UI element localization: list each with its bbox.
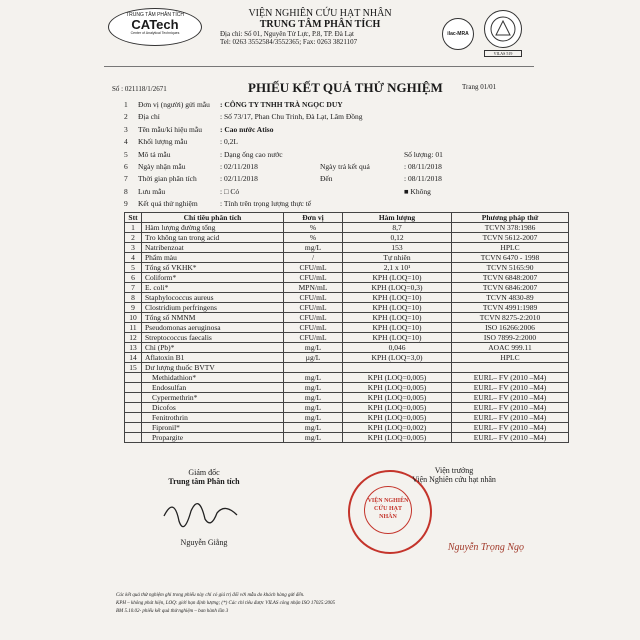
- cell-parameter: Tổng số NMNM: [142, 313, 284, 323]
- logo-top-text: TRUNG TÂM PHÂN TÍCH: [126, 12, 184, 18]
- cell-method: ISO 7899-2:2000: [452, 333, 569, 343]
- cell-unit: [284, 363, 343, 373]
- info-label: Địa chỉ: [138, 112, 160, 122]
- cell-content: Tự nhiên: [343, 253, 452, 263]
- cell-parameter: Tro không tan trong acid: [142, 233, 284, 243]
- cell-stt: [125, 393, 142, 403]
- info-label: Tên mẫu/kí hiệu mẫu: [138, 124, 202, 134]
- cell-stt: 11: [125, 323, 142, 333]
- cell-content: 153: [343, 243, 452, 253]
- info-label: Thời gian phân tích: [138, 174, 197, 184]
- table-row: [125, 233, 569, 243]
- cell-unit: CFU/mL: [284, 333, 343, 343]
- cell-content: KPH (LOQ=10): [343, 273, 452, 283]
- cell-content: [343, 363, 452, 373]
- cell-content: KPH (LOQ=0,005): [343, 433, 452, 443]
- footer-line2: KPH – không phát hiện, LOQ: giới hạn định lượng; (*) Các chỉ tiêu được VILAS công nhận ISO 17025:2005: [116, 601, 335, 606]
- cell-stt: 10: [125, 313, 142, 323]
- table-row: [125, 253, 569, 263]
- footer-line3: BM 5.10.02- phiếu kết quả thử nghiệm – ban hành lần 3: [116, 609, 229, 614]
- cell-content: KPH (LOQ=0,005): [343, 383, 452, 393]
- cell-method: ISO 16266:2006: [452, 323, 569, 333]
- cell-stt: [125, 433, 142, 443]
- info-number: 1: [124, 100, 128, 109]
- cell-parameter: Dicofos: [142, 403, 284, 413]
- info-row: [124, 100, 544, 110]
- info-row: [124, 187, 544, 197]
- cell-parameter: Methidathion*: [142, 373, 284, 383]
- info-value: : 02/11/2018: [220, 174, 258, 184]
- cell-content: KPH (LOQ=10): [343, 303, 452, 313]
- info-extra-label: Ngày trả kết quả: [320, 162, 370, 171]
- cell-method: EURL– FV (2010 –M4): [452, 423, 569, 433]
- cell-parameter: Fipronil*: [142, 423, 284, 433]
- cell-content: KPH (LOQ=0,3): [343, 283, 452, 293]
- info-number: 6: [124, 162, 128, 171]
- cell-stt: [125, 423, 142, 433]
- cell-unit: mg/L: [284, 343, 343, 353]
- org-line1: VIỆN NGHIÊN CỨU HẠT NHÂN: [248, 8, 392, 19]
- table-row: [125, 403, 569, 413]
- table-row: [125, 293, 569, 303]
- cell-method: EURL– FV (2010 –M4): [452, 383, 569, 393]
- cell-method: EURL– FV (2010 –M4): [452, 413, 569, 423]
- logo-sub-text: Center of Analytical Techniques: [130, 31, 180, 35]
- cell-content: KPH (LOQ=0,005): [343, 413, 452, 423]
- table-row: [125, 343, 569, 353]
- header-content: Hàm lượng: [343, 213, 452, 223]
- cell-unit: mg/L: [284, 243, 343, 253]
- table-row: [125, 273, 569, 283]
- director-signature-block: [144, 468, 264, 547]
- stamp-center-text: VIỆN NGHIÊN CỨU HẠT NHÂN: [364, 486, 412, 534]
- cell-parameter: Tổng số VKHK*: [142, 263, 284, 273]
- cell-stt: 12: [125, 333, 142, 343]
- cell-parameter: Coliform*: [142, 273, 284, 283]
- info-row: [124, 137, 544, 147]
- info-number: 5: [124, 149, 128, 159]
- cell-content: KPH (LOQ=3,0): [343, 353, 452, 363]
- info-number: 3: [124, 124, 128, 134]
- report-number: Số : 021118/1/2671: [112, 85, 167, 93]
- cell-stt: 15: [125, 363, 142, 373]
- cell-content: 8,7: [343, 223, 452, 233]
- info-extra-label: Số lượng: 01: [404, 149, 443, 159]
- cell-method: TCVN 378:1986: [452, 223, 569, 233]
- cell-parameter: Dư lượng thuốc BVTV: [142, 363, 284, 373]
- cell-unit: µg/L: [284, 353, 343, 363]
- org-phone: Tel: 0263 3552584/3552365; Fax: 0263 3821107: [220, 38, 358, 46]
- org-line2: TRUNG TÂM PHÂN TÍCH: [259, 19, 381, 30]
- info-row: [124, 112, 544, 122]
- header-divider: [104, 66, 534, 67]
- info-value: : Số 73/17, Phan Chu Trinh, Đà Lạt, Lâm Đồng: [220, 112, 363, 122]
- cell-unit: CFU/mL: [284, 303, 343, 313]
- table-row: [125, 313, 569, 323]
- cell-unit: mg/L: [284, 433, 343, 443]
- info-row: [124, 150, 544, 160]
- cell-content: KPH (LOQ=10): [343, 293, 452, 303]
- table-row: [125, 243, 569, 253]
- cell-method: AOAC 999.11: [452, 343, 569, 353]
- cell-content: KPH (LOQ=0,005): [343, 393, 452, 403]
- cell-unit: MPN/mL: [284, 283, 343, 293]
- cell-parameter: E. coli*: [142, 283, 284, 293]
- cell-stt: 3: [125, 243, 142, 253]
- header-stt: Stt: [125, 213, 142, 223]
- cell-unit: CFU/mL: [284, 273, 343, 283]
- cell-parameter: Phẩm màu: [142, 253, 284, 263]
- cell-method: EURL– FV (2010 –M4): [452, 373, 569, 383]
- info-number: 2: [124, 112, 128, 122]
- info-value: : 0,2L: [220, 137, 238, 147]
- vilas-label: VILAS 519: [484, 50, 522, 57]
- info-row: [124, 162, 544, 172]
- cell-unit: mg/L: [284, 413, 343, 423]
- table-header-row: [125, 213, 569, 223]
- info-label: Kết quả thử nghiệm: [138, 199, 198, 209]
- info-value: : Tính trên trọng lượng thực tế: [220, 199, 312, 209]
- info-number: 7: [124, 174, 128, 184]
- cell-unit: mg/L: [284, 373, 343, 383]
- info-value: : □ Có: [220, 186, 240, 196]
- cell-method: TCVN 5612-2007: [452, 233, 569, 243]
- info-number: 8: [124, 186, 128, 196]
- table-row: [125, 433, 569, 443]
- cell-unit: %: [284, 223, 343, 233]
- director-name: Nguyễn Giằng: [180, 538, 228, 547]
- cell-parameter: Chì (Pb)*: [142, 343, 284, 353]
- head-name: Nguyễn Trọng Ngọ: [447, 542, 524, 553]
- cell-stt: 7: [125, 283, 142, 293]
- header-method: Phương pháp thử: [452, 213, 569, 223]
- cell-method: TCVN 8275-2:2010: [452, 313, 569, 323]
- cell-unit: CFU/mL: [284, 323, 343, 333]
- org-address: Địa chỉ: Số 01, Nguyên Tử Lực, P.8, TP. Đà Lạt: [220, 30, 354, 38]
- cell-parameter: Clostridium perfringens: [142, 303, 284, 313]
- cell-stt: 9: [125, 303, 142, 313]
- cell-unit: mg/L: [284, 423, 343, 433]
- director-org: Trung tâm Phân tích: [168, 477, 240, 486]
- results-table: [124, 212, 569, 443]
- cell-method: EURL– FV (2010 –M4): [452, 433, 569, 443]
- cell-stt: 14: [125, 353, 142, 363]
- signature-scribble-left-icon: [144, 486, 264, 536]
- cell-content: 2,1 x 10¹: [343, 263, 452, 273]
- table-row: [125, 223, 569, 233]
- info-extra-label: ■ Không: [404, 186, 431, 196]
- ilac-mra-logo: ilac-MRA: [442, 18, 474, 50]
- info-number: 9: [124, 199, 128, 209]
- info-row: [124, 125, 544, 135]
- table-row: [125, 353, 569, 363]
- cell-method: HPLC: [452, 243, 569, 253]
- info-label: Mô tả mẫu: [138, 149, 171, 159]
- head-org: Viện Nghiên cứu hạt nhân: [412, 475, 496, 484]
- page-number: Trang 01/01: [462, 83, 497, 91]
- info-label: Lưu mẫu: [138, 186, 166, 196]
- header-parameter: Chỉ tiêu phân tích: [142, 213, 284, 223]
- info-value: : Cao nước Atiso: [220, 124, 274, 134]
- table-row: [125, 333, 569, 343]
- cell-parameter: Staphylococcus aureus: [142, 293, 284, 303]
- footer-line1: Các kết quả thử nghiệm ghi trong phiếu này chỉ có giá trị đối với mẫu do khách hàng gửi đến.: [116, 593, 305, 598]
- cell-parameter: Natribenzoat: [142, 243, 284, 253]
- cell-method: TCVN 6470 - 1998: [452, 253, 569, 263]
- table-row: [125, 363, 569, 373]
- cell-content: KPH (LOQ=10): [343, 333, 452, 343]
- cell-parameter: Cypermethrin*: [142, 393, 284, 403]
- info-extra-label: Đến: [320, 174, 333, 184]
- info-number: 4: [124, 137, 128, 147]
- table-row: [125, 323, 569, 333]
- cell-stt: [125, 373, 142, 383]
- info-label: Đơn vị (người) gửi mẫu: [138, 100, 210, 109]
- table-row: [125, 263, 569, 273]
- cell-method: HPLC: [452, 353, 569, 363]
- cell-method: [452, 363, 569, 373]
- cell-content: KPH (LOQ=10): [343, 323, 452, 333]
- info-label: Ngày nhận mẫu: [138, 162, 186, 171]
- info-extra-value: : 08/11/2018: [404, 162, 442, 171]
- table-row: [125, 393, 569, 403]
- cell-stt: 13: [125, 343, 142, 353]
- cell-parameter: Streptococcus faecalis: [142, 333, 284, 343]
- table-row: [125, 283, 569, 293]
- header-unit: Đơn vị: [284, 213, 343, 223]
- cell-unit: CFU/mL: [284, 263, 343, 273]
- cell-stt: 8: [125, 293, 142, 303]
- cell-content: 0,046: [343, 343, 452, 353]
- organization-header: [220, 8, 420, 46]
- table-row: [125, 413, 569, 423]
- cell-unit: CFU/mL: [284, 313, 343, 323]
- cell-unit: mg/L: [284, 403, 343, 413]
- cell-stt: 2: [125, 233, 142, 243]
- cell-method: TCVN 6848:2007: [452, 273, 569, 283]
- vilas-accreditation-seal-icon: [484, 10, 522, 48]
- cell-unit: %: [284, 233, 343, 243]
- cell-unit: mg/L: [284, 383, 343, 393]
- cell-content: 0,12: [343, 233, 452, 243]
- cell-stt: [125, 403, 142, 413]
- cell-content: KPH (LOQ=0,005): [343, 403, 452, 413]
- head-title: Viện trưởng: [434, 466, 474, 475]
- cell-parameter: Hàm lượng đường tổng: [142, 223, 284, 233]
- head-signature-block: [374, 466, 534, 553]
- cell-stt: 5: [125, 263, 142, 273]
- cell-method: EURL– FV (2010 –M4): [452, 403, 569, 413]
- table-row: [125, 303, 569, 313]
- cell-method: TCVN 6846:2007: [452, 283, 569, 293]
- cell-stt: [125, 413, 142, 423]
- cell-method: EURL– FV (2010 –M4): [452, 393, 569, 403]
- cell-unit: mg/L: [284, 393, 343, 403]
- cell-unit: /: [284, 253, 343, 263]
- cell-stt: [125, 383, 142, 393]
- cell-content: KPH (LOQ=10): [343, 313, 452, 323]
- page-title: PHIẾU KẾT QUẢ THỬ NGHIỆM: [248, 80, 443, 95]
- cell-method: TCVN 5165:90: [452, 263, 569, 273]
- director-title: Giám đốc: [188, 468, 220, 477]
- cell-content: KPH (LOQ=0,005): [343, 373, 452, 383]
- cell-stt: 1: [125, 223, 142, 233]
- info-row: [124, 174, 544, 184]
- cell-content: KPH (LOQ=0,002): [343, 423, 452, 433]
- cell-parameter: Aflatoxin B1: [142, 353, 284, 363]
- cell-parameter: Endosulfan: [142, 383, 284, 393]
- table-row: [125, 383, 569, 393]
- cell-unit: CFU/mL: [284, 293, 343, 303]
- info-value: : CÔNG TY TNHH TRÀ NGỌC DUY: [220, 100, 343, 109]
- cell-parameter: Propargite: [142, 433, 284, 443]
- table-row: [125, 373, 569, 383]
- catech-logo: [108, 8, 202, 46]
- cell-stt: 6: [125, 273, 142, 283]
- cell-parameter: Pseudomonas aeruginosa: [142, 323, 284, 333]
- cell-stt: 4: [125, 253, 142, 263]
- cell-method: TCVN 4991:1989: [452, 303, 569, 313]
- info-value: : Dạng ống cao nước: [220, 149, 283, 159]
- info-value: : 02/11/2018: [220, 162, 258, 171]
- info-label: Khối lượng mẫu: [138, 137, 188, 147]
- cell-parameter: Fenitrothrin: [142, 413, 284, 423]
- logo-main-text: CATech: [131, 17, 179, 32]
- info-row: [124, 199, 544, 209]
- table-row: [125, 423, 569, 433]
- cell-method: TCVN 4830-89: [452, 293, 569, 303]
- info-extra-value: : 08/11/2018: [404, 174, 442, 184]
